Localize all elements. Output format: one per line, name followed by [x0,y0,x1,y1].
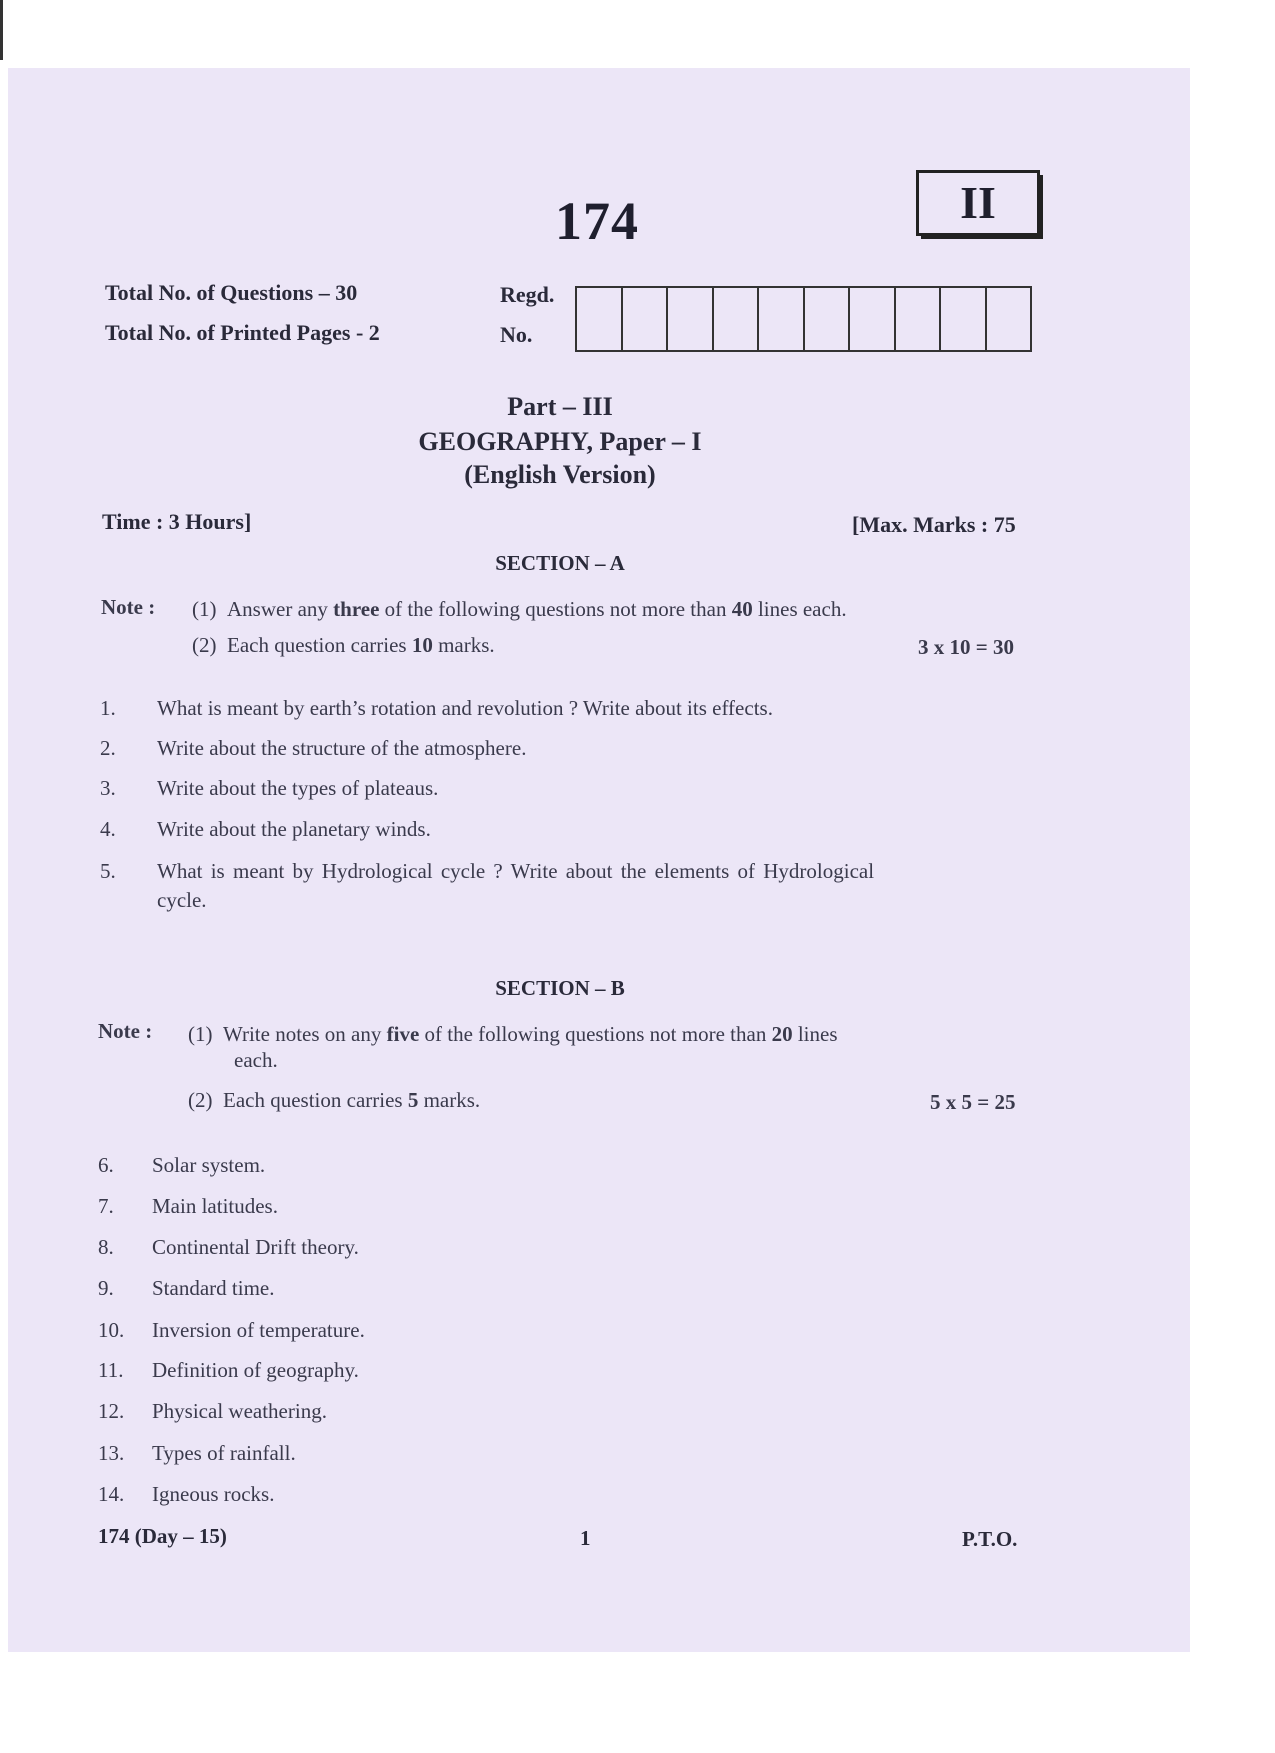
regd-box [668,288,714,350]
question-12: 12. Physical weathering. [98,1399,327,1423]
regd-no-label: No. [500,322,533,347]
section-b-note-1: (1) Write notes on any five of the following questions not more than 20 lines [188,1022,838,1046]
regd-box [759,288,805,350]
subject-title: GEOGRAPHY, Paper – I [418,427,702,456]
regd-box [896,288,942,350]
section-b-title: SECTION – B [495,976,625,1000]
section-b-note-label: Note : [98,1019,153,1043]
regd-box [714,288,760,350]
section-a-marks: 3 x 10 = 30 [918,635,1014,659]
total-pages: Total No. of Printed Pages - 2 [105,320,380,345]
section-a-note-label: Note : [101,595,156,619]
question-13: 13. Types of rainfall. [98,1441,296,1465]
regd-number-boxes [575,286,1032,352]
question-6: 6. Solar system. [98,1153,266,1177]
pto-label: P.T.O. [962,1527,1018,1551]
regd-label: Regd. [500,282,555,307]
question-9: 9. Standard time. [98,1276,275,1300]
regd-box [805,288,851,350]
regd-box [987,288,1031,350]
version-title: (English Version) [464,460,656,489]
footer-code: 174 (Day – 15) [98,1524,227,1548]
set-code-box: II [916,170,1040,236]
question-11: 11. Definition of geography. [98,1358,359,1382]
max-marks: [Max. Marks : 75 [852,512,1016,537]
section-a-note-1: (1) Answer any three of the following questions not more than 40 lines each. [192,597,847,621]
question-10: 10. Inversion of temperature. [98,1318,365,1342]
scan-edge [0,0,3,60]
question-5-cont: cycle. [157,888,207,912]
section-a-note-2: (2) Each question carries 10 marks. [192,633,495,657]
section-b-marks: 5 x 5 = 25 [930,1090,1016,1114]
question-14: 14. Igneous rocks. [98,1482,275,1506]
question-7: 7. Main latitudes. [98,1194,278,1218]
part-title: Part – III [507,392,613,421]
question-3: 3. Write about the types of plateaus. [100,776,439,800]
question-5: 5. What is meant by Hydrological cycle ? Write about the elements of Hydrological [100,859,875,883]
total-questions: Total No. of Questions – 30 [105,280,358,305]
section-b-note-1-cont: each. [234,1048,278,1072]
regd-box [941,288,987,350]
question-2: 2. Write about the structure of the atmosphere. [100,736,527,760]
regd-box [623,288,669,350]
section-b-note-2: (2) Each question carries 5 marks. [188,1088,481,1112]
time-allowed: Time : 3 Hours] [102,509,252,534]
regd-box [577,288,623,350]
question-1: 1. What is meant by earth’s rotation and revolution ? Write about its effects. [100,696,773,720]
question-8: 8. Continental Drift theory. [98,1235,359,1259]
section-a-title: SECTION – A [495,551,625,575]
regd-box [850,288,896,350]
page-number: 1 [580,1526,591,1550]
question-4: 4. Write about the planetary winds. [100,817,431,841]
paper-code: 174 [555,191,639,251]
